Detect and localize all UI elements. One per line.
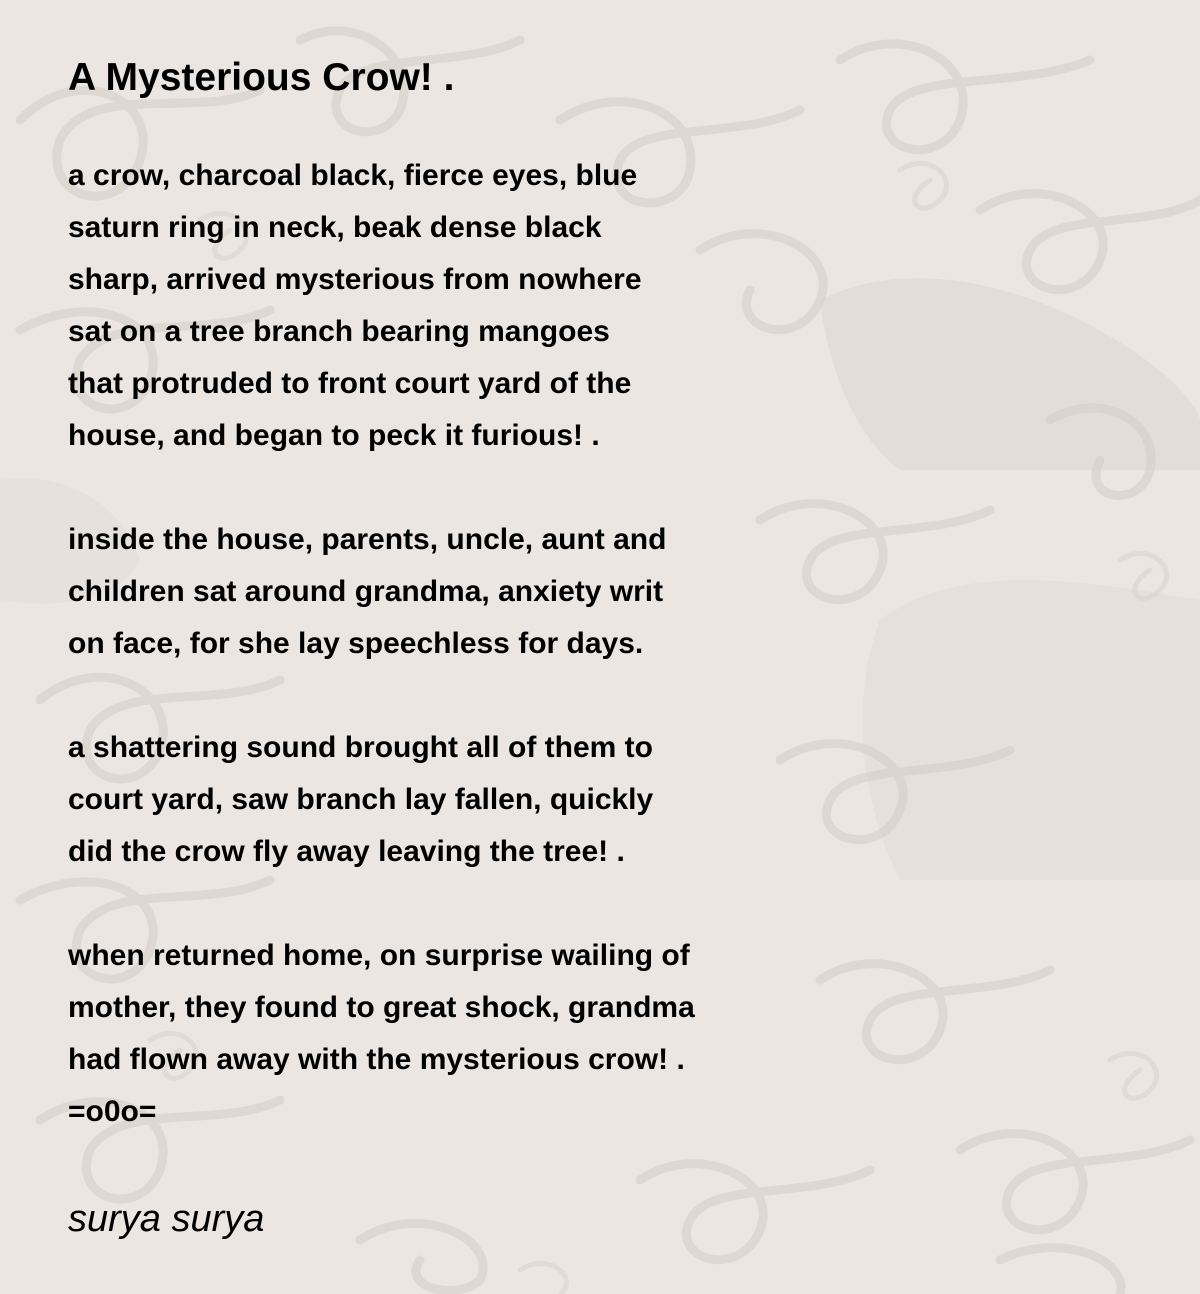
- poem-line: a crow, charcoal black, fierce eyes, blue: [68, 159, 638, 192]
- poem-line: on face, for she lay speechless for days.: [68, 627, 644, 660]
- poem-line: sharp, arrived mysterious from nowhere: [68, 263, 642, 296]
- poem-line: inside the house, parents, uncle, aunt and: [68, 523, 667, 556]
- stanza-1: [68, 150, 695, 462]
- stanza-2: [68, 514, 695, 670]
- poem-line: a shattering sound brought all of them to: [68, 731, 653, 764]
- stanza-4: [68, 930, 695, 1138]
- poem-line: when returned home, on surprise wailing of: [68, 939, 690, 972]
- poem-line: house, and began to peck it furious! .: [68, 419, 600, 452]
- poem-line: that protruded to front court yard of the: [68, 367, 632, 400]
- poem-title: A Mysterious Crow! .: [68, 56, 455, 99]
- poem-line: =o0o=: [68, 1095, 157, 1128]
- poem-line: children sat around grandma, anxiety writ: [68, 575, 664, 608]
- poem-line: had flown away with the mysterious crow! .: [68, 1043, 685, 1076]
- poem-line: court yard, saw branch lay fallen, quickly: [68, 783, 654, 816]
- poem-line: saturn ring in neck, beak dense black: [68, 211, 602, 244]
- stanza-3: [68, 722, 695, 878]
- poem-line: sat on a tree branch bearing mangoes: [68, 315, 610, 348]
- poem-line: mother, they found to great shock, grandma: [68, 991, 695, 1024]
- poem-body: [68, 150, 695, 1190]
- poem-line: did the crow fly away leaving the tree! .: [68, 835, 625, 868]
- poem-author: surya surya: [68, 1198, 265, 1240]
